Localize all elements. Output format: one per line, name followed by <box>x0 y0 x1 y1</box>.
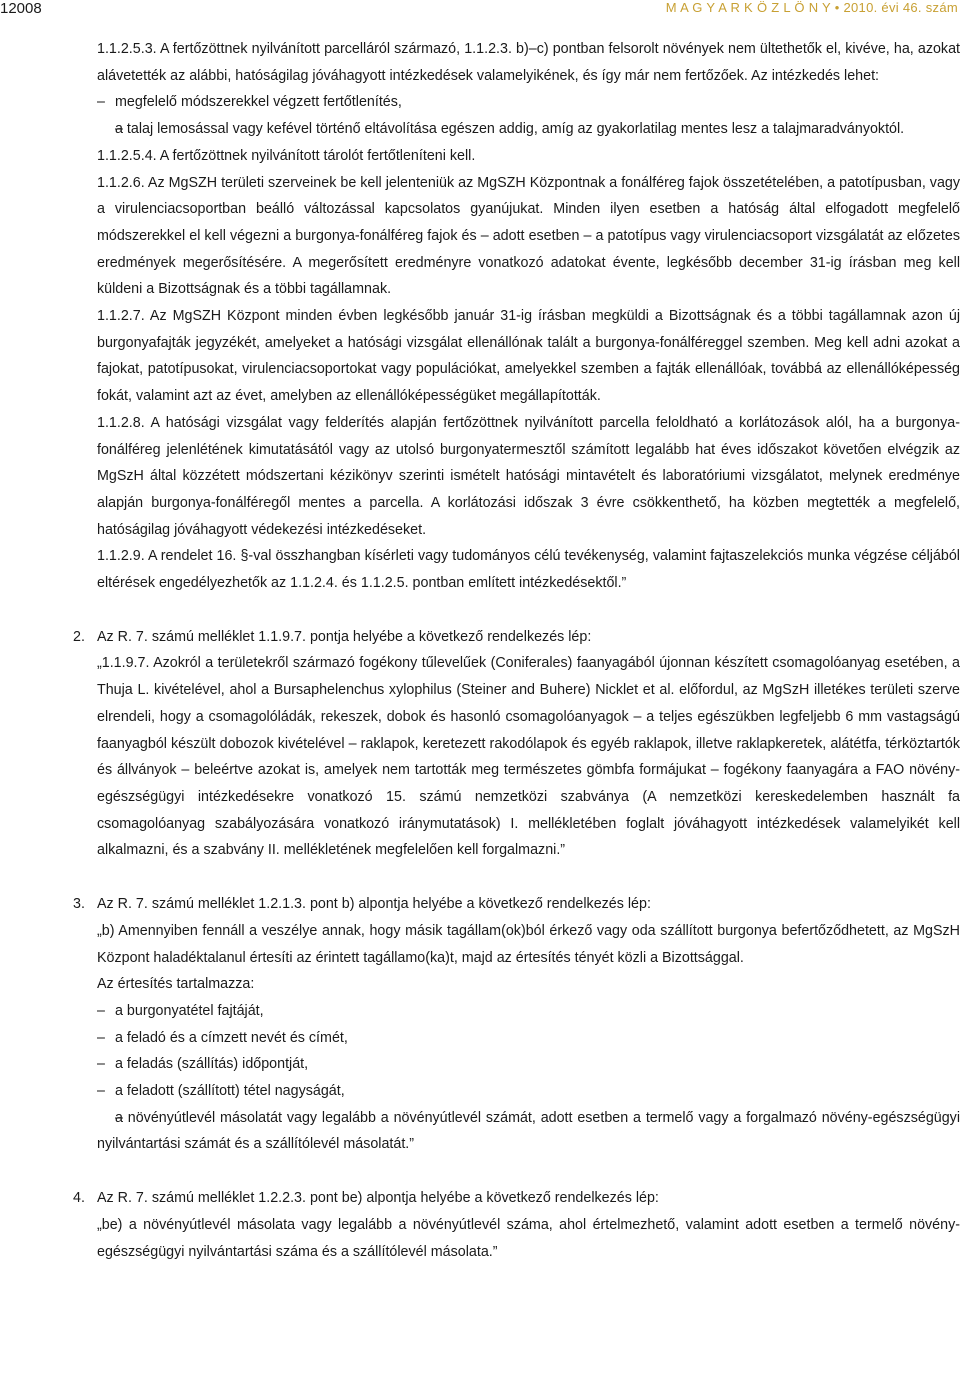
dash-item: – a feladó és a címzett nevét és címét, <box>97 1025 960 1052</box>
document-body <box>73 36 960 1265</box>
amendment-text: „b) Amennyiben fennáll a veszélye annak, hogy másik tagállam(ok)ból érkező vagy oda szállított burgonya befertőződhetett, az MgSzH Központ haladéktalanul értesíti az érintett tagállamo(ka)t, majd az értesítés tényét közli a Bizottsággal. <box>97 922 960 966</box>
amendment-item-2 <box>73 624 960 864</box>
journal-title: M A G Y A R K Ö Z L Ö N Y • 2010. évi 46. szám <box>665 0 958 15</box>
amendment-text: „1.1.9.7. Azokról a területekről származó fogékony tűlevelűek (Coniferales) faanyagából újonnan készített csomagolóanyag esetében, a Thuja L. kivételével, ahol a Bursaphelenchus xylophilus (Steiner and Buhere) Nicklet et al. előfordul, az MgSzH illetékes területi szerve elrendeli, hogy a csomagolóládák, rekeszek, dobok és hasonló csomagolóanyagok – a teljes egészükben legfeljebb 6 mm vastagságú faanyagból készült dobozok kivételével – raklapok, keretezett rakodólapok és egyéb raklapok, illetve raklapkeretek, alátétfa, térköztartók és állványok – beleértve azokat is, amelyek nem tartották meg természetes gömbfa formájukat – fogékony faanyagára a FAO növény-egészségügyi intézkedésekre vonatkozó 15. számú nemzetközi szabványa (A nemzetközi kereskedelemben használt fa csomagolóanyag szabályozására vonatkozó iránymutatások) I. mellékletében foglalt jóváhagyott intézkedések valamelyikét kell alkalmazni, és a szabvány II. mellékletének megfelelően kell forgalmazni.” <box>97 655 960 859</box>
page-number: 12008 <box>0 0 42 17</box>
dash-item: – a feladott (szállított) tétel nagyságát, <box>97 1078 960 1105</box>
amendment-item-4 <box>73 1185 960 1265</box>
page-header <box>0 0 960 20</box>
amendment-item-3 <box>73 891 960 1158</box>
amendment-intro: Az R. 7. számú melléklet 1.2.1.3. pont b) alpontja helyébe a következő rendelkezés lép: <box>97 896 651 913</box>
amendment-intro: Az R. 7. számú melléklet 1.1.9.7. pontja helyébe a következő rendelkezés lép: <box>97 628 592 645</box>
dash-item: – a növényútlevél másolatát vagy legalább a növényútlevél számát, adott esetben a termelő vagy a forgalmazó növény-egészségügyi nyilvántartási számát és a szállítólevél másolatát.” <box>97 1105 960 1158</box>
dash-item: – megfelelő módszerekkel végzett fertőtlenítés, <box>97 89 960 116</box>
item-number: 2. <box>73 628 85 645</box>
paragraph-1-1-2-7: 1.1.2.7. Az MgSZH Központ minden évben legkésőbb január 31-ig írásban megküldi a Bizottságnak és a többi tagállamnak azon új burgonyafajták jegyzékét, amelyeket a hatósági vizsgálat ellenállónak talált a burgonya-fonálféreggel szemben. Meg kell adni azokat a fajokat, patotípusokat, virulenciacsoportokat vagy populációkat, amelyekkel szemben a fajták ellenállóak, továbbá az ellenállóképesség fokát, valamint azt az évet, amelyben az ellenállóképességüket megállapították. <box>97 308 960 405</box>
dash-item: – a talaj lemosással vagy kefével történő eltávolítása egészen addig, amíg az gyakorlatilag mentes lesz a talajmaradványoktól. <box>97 116 960 143</box>
amendment-text: „be) a növényútlevél másolata vagy legalább a növényútlevél száma, ahol értelmezhető, valamint adott esetben a termelő növény-egészségügyi nyilvántartási száma és a szállítólevél másolata.” <box>97 1216 960 1260</box>
paragraph-1-1-2-6: 1.1.2.6. Az MgSZH területi szerveinek be kell jelenteniük az MgSZH Központnak a fonálféreg fajok összetételében, a patotípusban, vagy a virulenciacsoportban beálló változással kapcsolatos gyanújukat. Minden ilyen esetben a hatóság által elfogadott megfelelő módszerekkel el kell végezni a burgonya-fonálféreg fajok és – adott esetben – a patotípus vagy virulenciacsoport vizsgálatát az előzetes eredmények megerősítésére. A megerősített eredményre vonatkozó adatokat évente, legkésőbb december 31-ig írásban meg kell küldeni a Bizottságnak és a többi tagállamnak. <box>97 174 960 298</box>
paragraph-1-1-2-5-4: 1.1.2.5.4. A fertőzöttnek nyilvánított tárolót fertőtleníteni kell. <box>97 147 476 164</box>
item-number: 3. <box>73 896 85 913</box>
paragraph-1-1-2-8: 1.1.2.8. A hatósági vizsgálat vagy felderítés alapján fertőzöttnek nyilvánított parcella feloldható a korlátozások alól, ha a burgonya-fonálféreg jelenlétének kimutatásától vagy az utolsó burgonyatermesztől számított legalább hat éves időszakot követően elvégzik az MgSzH által közzétett módszertani kézikönyv szerinti ismételt hatósági mintavételt és laboratóriumi vizsgálatot, melynek eredménye alapján burgonya-fonálféregől mentes a parcella. A korlátozási időszak 3 évre csökkenthető, ha közben megtették a megfelelő, hatóságilag jóváhagyott védekezési intézkedéseket. <box>97 414 960 538</box>
item-number: 4. <box>73 1190 85 1207</box>
dash-item: – a burgonyatétel fajtáját, <box>97 998 960 1025</box>
paragraph-1-1-2-5-3: 1.1.2.5.3. A fertőzöttnek nyilvánított parcelláról származó, 1.1.2.3. b)–c) pontban felsorolt növények nem ültethetők el, kivéve, ha, azokat alávetették az alábbi, hatóságilag jóváhagyott intézkedések valamelyikének, és így már nem fertőzőek. Az intézkedés lehet: <box>97 41 960 84</box>
paragraph-1-1-2-9: 1.1.2.9. A rendelet 16. §-val összhangban kísérleti vagy tudományos célú tevékenység, valamint fajtaszelekciós munka végzése céljából eltérések engedélyezhetők az 1.1.2.4. és 1.1.2.5. pontban említett intézkedésektől.” <box>97 548 960 592</box>
amendment-intro: Az R. 7. számú melléklet 1.2.2.3. pont be) alpontja helyébe a következő rendelkezés lép: <box>97 1190 659 1207</box>
dash-item: – a feladás (szállítás) időpontját, <box>97 1051 960 1078</box>
amendment-subheading: Az értesítés tartalmazza: <box>97 976 255 993</box>
